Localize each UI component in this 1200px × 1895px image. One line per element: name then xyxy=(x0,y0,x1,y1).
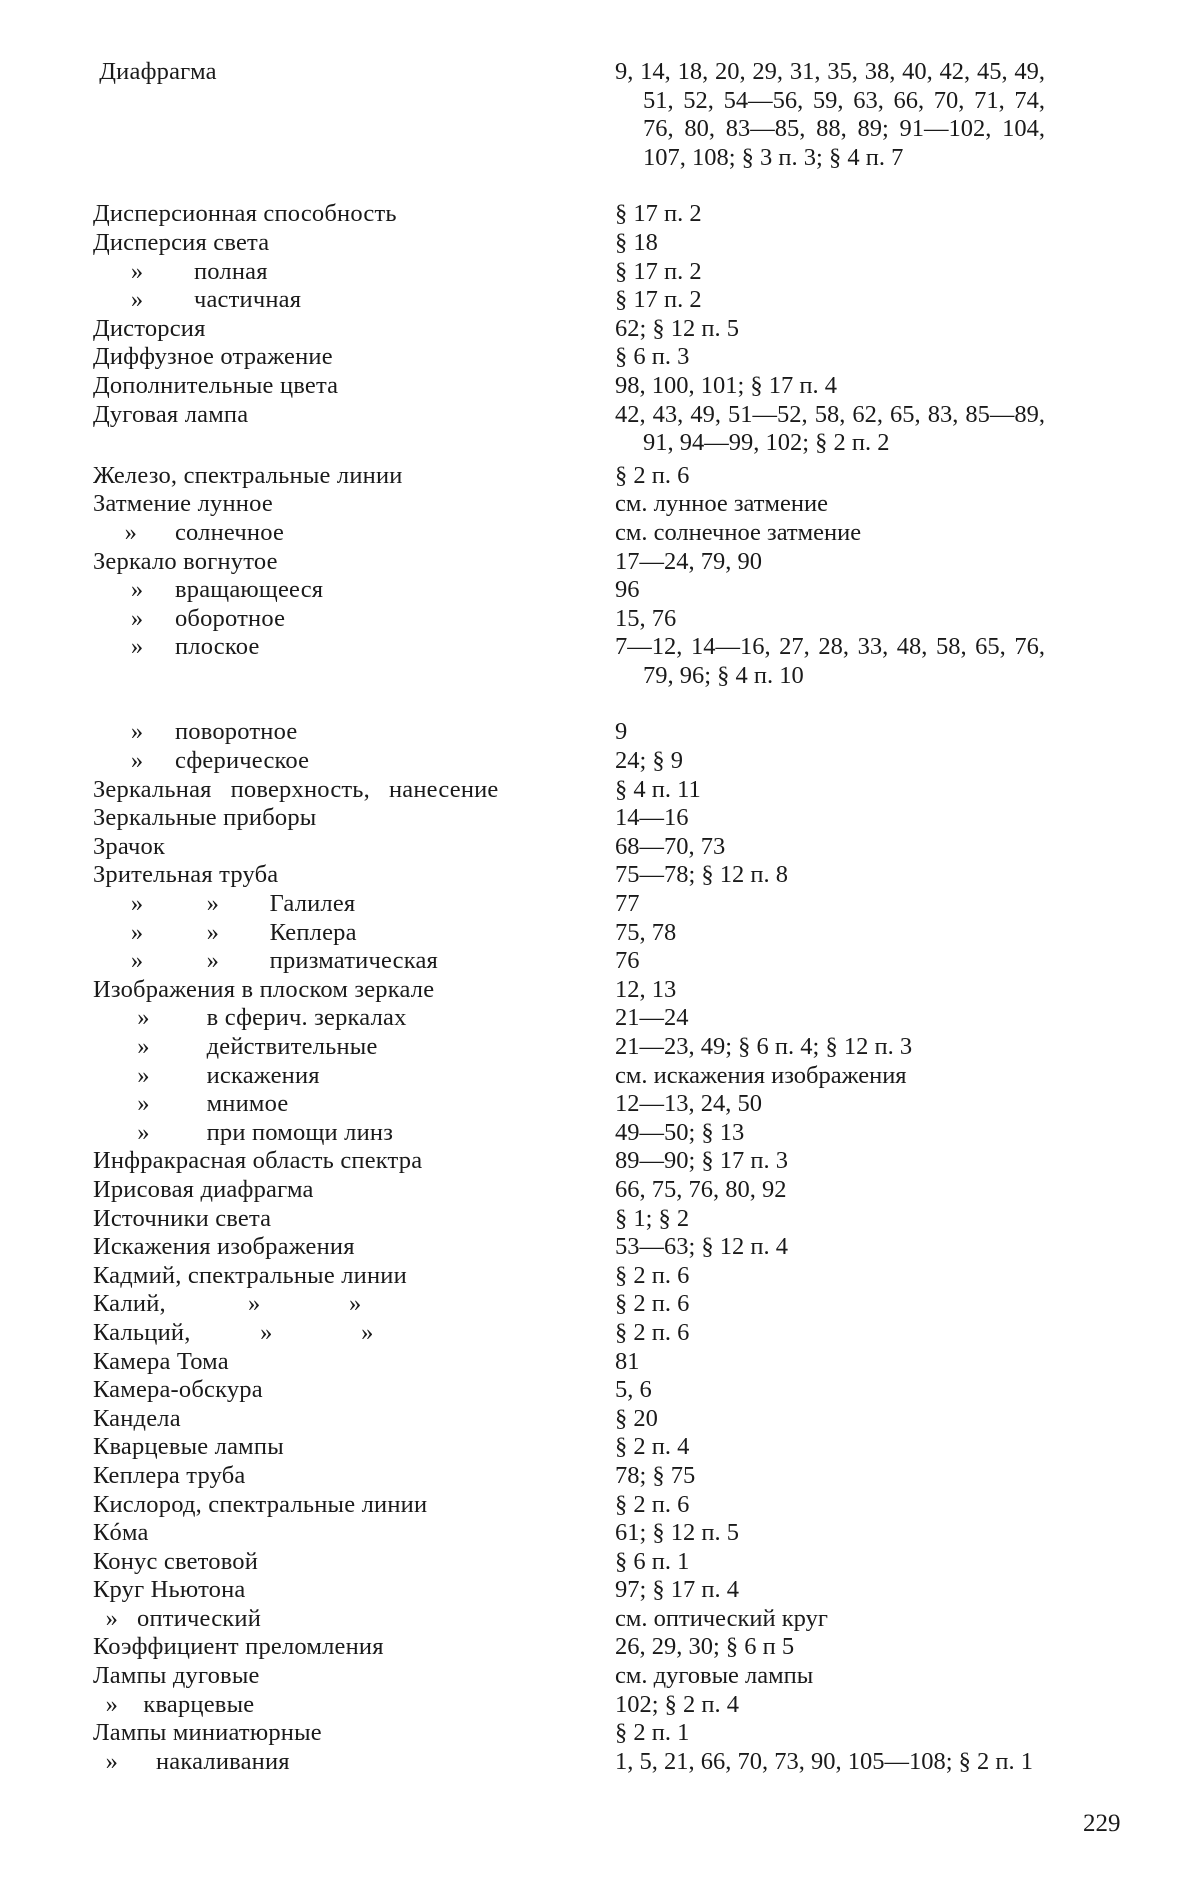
index-entry xyxy=(0,315,1200,344)
index-entry xyxy=(0,1605,1200,1634)
index-entry xyxy=(0,200,1200,229)
index-entry xyxy=(0,576,1200,605)
index-term: » » Галилея xyxy=(55,890,356,918)
index-term: » поворотное xyxy=(55,718,298,746)
index-page-references: § 2 п. 6 xyxy=(615,1490,690,1518)
index-page-references: § 1; § 2 xyxy=(615,1204,690,1232)
index-term: » оптический xyxy=(55,1604,262,1632)
index-term: » солнечное xyxy=(55,518,285,546)
index-entry xyxy=(0,401,1200,458)
index-term: » » Кеплера xyxy=(55,918,357,946)
index-entry xyxy=(0,1548,1200,1577)
index-page-references: 49—50; § 13 xyxy=(615,1118,745,1146)
index-entry xyxy=(0,372,1200,401)
index-entry xyxy=(0,1319,1200,1348)
index-entry xyxy=(0,1290,1200,1319)
index-entry xyxy=(0,1062,1200,1091)
index-page-references: 66, 75, 76, 80, 92 xyxy=(615,1175,787,1203)
index-entry xyxy=(0,1376,1200,1405)
index-page-references: 15, 76 xyxy=(615,604,677,632)
index-entry xyxy=(0,1119,1200,1148)
index-entry xyxy=(0,1348,1200,1377)
index-page-references: 5, 6 xyxy=(615,1376,652,1404)
index-entry xyxy=(0,1519,1200,1548)
index-term: Инфракрасная область спектра xyxy=(55,1147,423,1175)
index-page-references: 21—24 xyxy=(615,1004,689,1032)
spacer xyxy=(0,172,1200,200)
index-page-references: 98, 100, 101; § 17 п. 4 xyxy=(615,371,838,399)
index-page-references: § 17 п. 2 xyxy=(615,257,702,285)
index-page-references: 12, 13 xyxy=(615,975,677,1003)
index-term: Источники света xyxy=(55,1204,272,1232)
index-entry xyxy=(0,890,1200,919)
index-page-references: см. солнечное затмение xyxy=(615,518,862,546)
index-term: Камера Тома xyxy=(55,1347,229,1375)
index-term: » мнимое xyxy=(55,1090,289,1118)
index-page-references: 26, 29, 30; § 6 п 5 xyxy=(615,1633,795,1661)
index-term: Кандела xyxy=(55,1404,181,1432)
index-term: » частичная xyxy=(55,286,302,314)
index-entry xyxy=(0,1691,1200,1720)
index-term: Дисперсия света xyxy=(55,228,270,256)
index-entry xyxy=(0,258,1200,287)
index-term: Кальций, » » xyxy=(55,1318,374,1346)
index-entry xyxy=(0,1233,1200,1262)
index-entry xyxy=(0,861,1200,890)
index-term: » полная xyxy=(55,257,268,285)
index-term: Лампы миниатюрные xyxy=(55,1719,322,1747)
index-term: Искажения изображения xyxy=(55,1233,355,1261)
index-term: » » призматическая xyxy=(55,947,439,975)
index-term: » плоское xyxy=(55,633,260,661)
index-term: Калий, » » xyxy=(55,1290,362,1318)
index-entry xyxy=(0,58,1200,172)
index-term: Зеркальные приборы xyxy=(55,804,317,832)
index-entry xyxy=(0,286,1200,315)
index-page-references: § 2 п. 6 xyxy=(615,1290,690,1318)
index-entry xyxy=(0,1748,1200,1777)
index-term: Изображения в плоском зеркале xyxy=(55,975,435,1003)
index-page-references: 78; § 75 xyxy=(615,1461,696,1489)
index-page-references: § 2 п. 6 xyxy=(615,461,690,489)
index-page-references: 9 xyxy=(615,718,628,746)
page-number: 229 xyxy=(1083,1810,1121,1837)
index-page-references: 68—70, 73 xyxy=(615,832,726,860)
index-entry xyxy=(0,229,1200,258)
index-entry xyxy=(0,490,1200,519)
index-term: Коэффициент преломления xyxy=(55,1633,384,1661)
index-page-references: 81 xyxy=(615,1347,640,1375)
index-entry xyxy=(0,519,1200,548)
index-entry xyxy=(0,776,1200,805)
index-page-references: § 20 xyxy=(615,1404,658,1432)
index-entry xyxy=(0,548,1200,577)
index-term: » искажения xyxy=(55,1061,320,1089)
index-entry xyxy=(0,605,1200,634)
index-term: Круг Ньютона xyxy=(55,1576,246,1604)
index-term: Дисторсия xyxy=(55,314,206,342)
index-entry xyxy=(0,947,1200,976)
index-term: Диафрагма xyxy=(55,58,217,85)
index-page-references: 77 xyxy=(615,890,640,918)
index-term: Диффузное отражение xyxy=(55,343,333,371)
index-term: » кварцевые xyxy=(55,1690,255,1718)
index-entry xyxy=(0,462,1200,491)
index-term: Зрительная труба xyxy=(55,861,279,889)
index-term: Кислород, спектральные линии xyxy=(55,1490,428,1518)
index-entry xyxy=(0,1662,1200,1691)
index-term: Зрачок xyxy=(55,832,166,860)
index-entry xyxy=(0,1262,1200,1291)
index-page-references: § 2 п. 4 xyxy=(615,1433,690,1461)
index-page-references: 53—63; § 12 п. 4 xyxy=(615,1233,789,1261)
index-entry xyxy=(0,1433,1200,1462)
index-term: Железо, спектральные линии xyxy=(55,461,403,489)
index-page-references: 97; § 17 п. 4 xyxy=(615,1576,740,1604)
index-term: » накаливания xyxy=(55,1747,290,1775)
index-term: Ирисовая диафрагма xyxy=(55,1175,314,1203)
index-page-references: § 2 п. 6 xyxy=(615,1261,690,1289)
index-entry xyxy=(0,718,1200,747)
index-page-references: 96 xyxy=(615,576,640,604)
index-page-references: 75—78; § 12 п. 8 xyxy=(615,861,789,889)
index-entry xyxy=(0,1462,1200,1491)
index-page-references: см. оптический круг xyxy=(615,1604,828,1632)
index-entry xyxy=(0,1405,1200,1434)
index-term: Кóма xyxy=(55,1519,149,1547)
spacer xyxy=(0,690,1200,718)
index-page-references: § 6 п. 3 xyxy=(615,343,690,371)
index-entry xyxy=(0,1719,1200,1748)
index-page-references: 76 xyxy=(615,947,640,975)
index-term: Камера-обскура xyxy=(55,1376,263,1404)
index-page-references: 24; § 9 xyxy=(615,747,684,775)
index-entry xyxy=(0,1033,1200,1062)
index-entry xyxy=(0,804,1200,833)
index-page-references: 62; § 12 п. 5 xyxy=(615,314,740,342)
index-term: Дуговая лампа xyxy=(55,400,249,428)
index-entry xyxy=(0,1633,1200,1662)
index-entry xyxy=(0,1205,1200,1234)
index-entry xyxy=(0,633,1200,690)
index-entry xyxy=(0,1576,1200,1605)
index-term: » при помощи линз xyxy=(55,1118,394,1146)
index-page-references: см. лунное затмение xyxy=(615,490,828,518)
index-term: » действительные xyxy=(55,1033,378,1060)
index-entry xyxy=(0,1090,1200,1119)
index-page-references: 9, 14, 18, 20, 29, 31, 35, 38, 40, 42, 45, 49, 51, 52, 54—56, 59, 63, 66, 70, 71, 74, 76, 80, 83—85, 88, 89; 91—102, 104, 107, 108; § 3 п. 3; § 4 п. 7 xyxy=(615,58,1045,171)
index-page-references: § 6 п. 1 xyxy=(615,1547,690,1575)
index-term: Зеркальная поверхность, нанесение xyxy=(55,775,499,803)
index-term: Зеркало вогнутое xyxy=(55,547,278,575)
index-term: » оборотное xyxy=(55,604,286,632)
index-entry xyxy=(0,1491,1200,1520)
index-term: Кварцевые лампы xyxy=(55,1433,284,1461)
index-term: Лампы дуговые xyxy=(55,1662,260,1690)
index-page-references: § 2 п. 6 xyxy=(615,1318,690,1346)
index-term: Дисперсионная способность xyxy=(55,200,397,228)
index-entry xyxy=(0,747,1200,776)
index-entry xyxy=(0,343,1200,372)
index-term: Кеплера труба xyxy=(55,1461,246,1489)
index-entry xyxy=(0,1176,1200,1205)
index-term: » вращающееся xyxy=(55,576,324,604)
index-page-references: 12—13, 24, 50 xyxy=(615,1090,762,1118)
index-page-references: 21—23, 49; § 6 п. 4; § 12 п. 3 xyxy=(615,1033,913,1060)
index-page-references: § 17 п. 2 xyxy=(615,200,702,228)
index-page-references: 75, 78 xyxy=(615,918,677,946)
index-entry xyxy=(0,1147,1200,1176)
index-page-references: 102; § 2 п. 4 xyxy=(615,1690,740,1718)
index-term: » в сферич. зеркалах xyxy=(55,1004,407,1032)
index-page-references: 7—12, 14—16, 27, 28, 33, 48, 58, 65, 76, 79, 96; § 4 п. 10 xyxy=(615,633,1045,689)
index-page-references: 89—90; § 17 п. 3 xyxy=(615,1147,789,1175)
index-page-references: 1, 5, 21, 66, 70, 73, 90, 105—108; § 2 п. 1 xyxy=(615,1747,1034,1775)
index-page-references: 17—24, 79, 90 xyxy=(615,547,762,575)
index-term: Затмение лунное xyxy=(55,490,273,518)
index-page-references: 42, 43, 49, 51—52, 58, 62, 65, 83, 85—89, 91, 94—99, 102; § 2 п. 2 xyxy=(615,400,1045,457)
subject-index xyxy=(0,58,1200,1776)
index-entry xyxy=(0,1004,1200,1033)
index-page-references: 14—16 xyxy=(615,804,689,832)
index-term: Конус световой xyxy=(55,1547,259,1575)
index-entry xyxy=(0,976,1200,1005)
index-term: » сферическое xyxy=(55,747,310,775)
index-entry xyxy=(0,919,1200,948)
index-entry xyxy=(0,833,1200,862)
index-page-references: § 17 п. 2 xyxy=(615,286,702,314)
index-term: Кадмий, спектральные линии xyxy=(55,1261,407,1289)
index-page-references: см. искажения изображения xyxy=(615,1061,907,1089)
index-page-references: § 18 xyxy=(615,228,658,256)
index-page-references: см. дуговые лампы xyxy=(615,1662,814,1690)
index-page-references: 61; § 12 п. 5 xyxy=(615,1519,740,1547)
index-page-references: § 2 п. 1 xyxy=(615,1719,690,1747)
index-term: Дополнительные цвета xyxy=(55,371,339,399)
index-page-references: § 4 п. 11 xyxy=(615,775,701,803)
